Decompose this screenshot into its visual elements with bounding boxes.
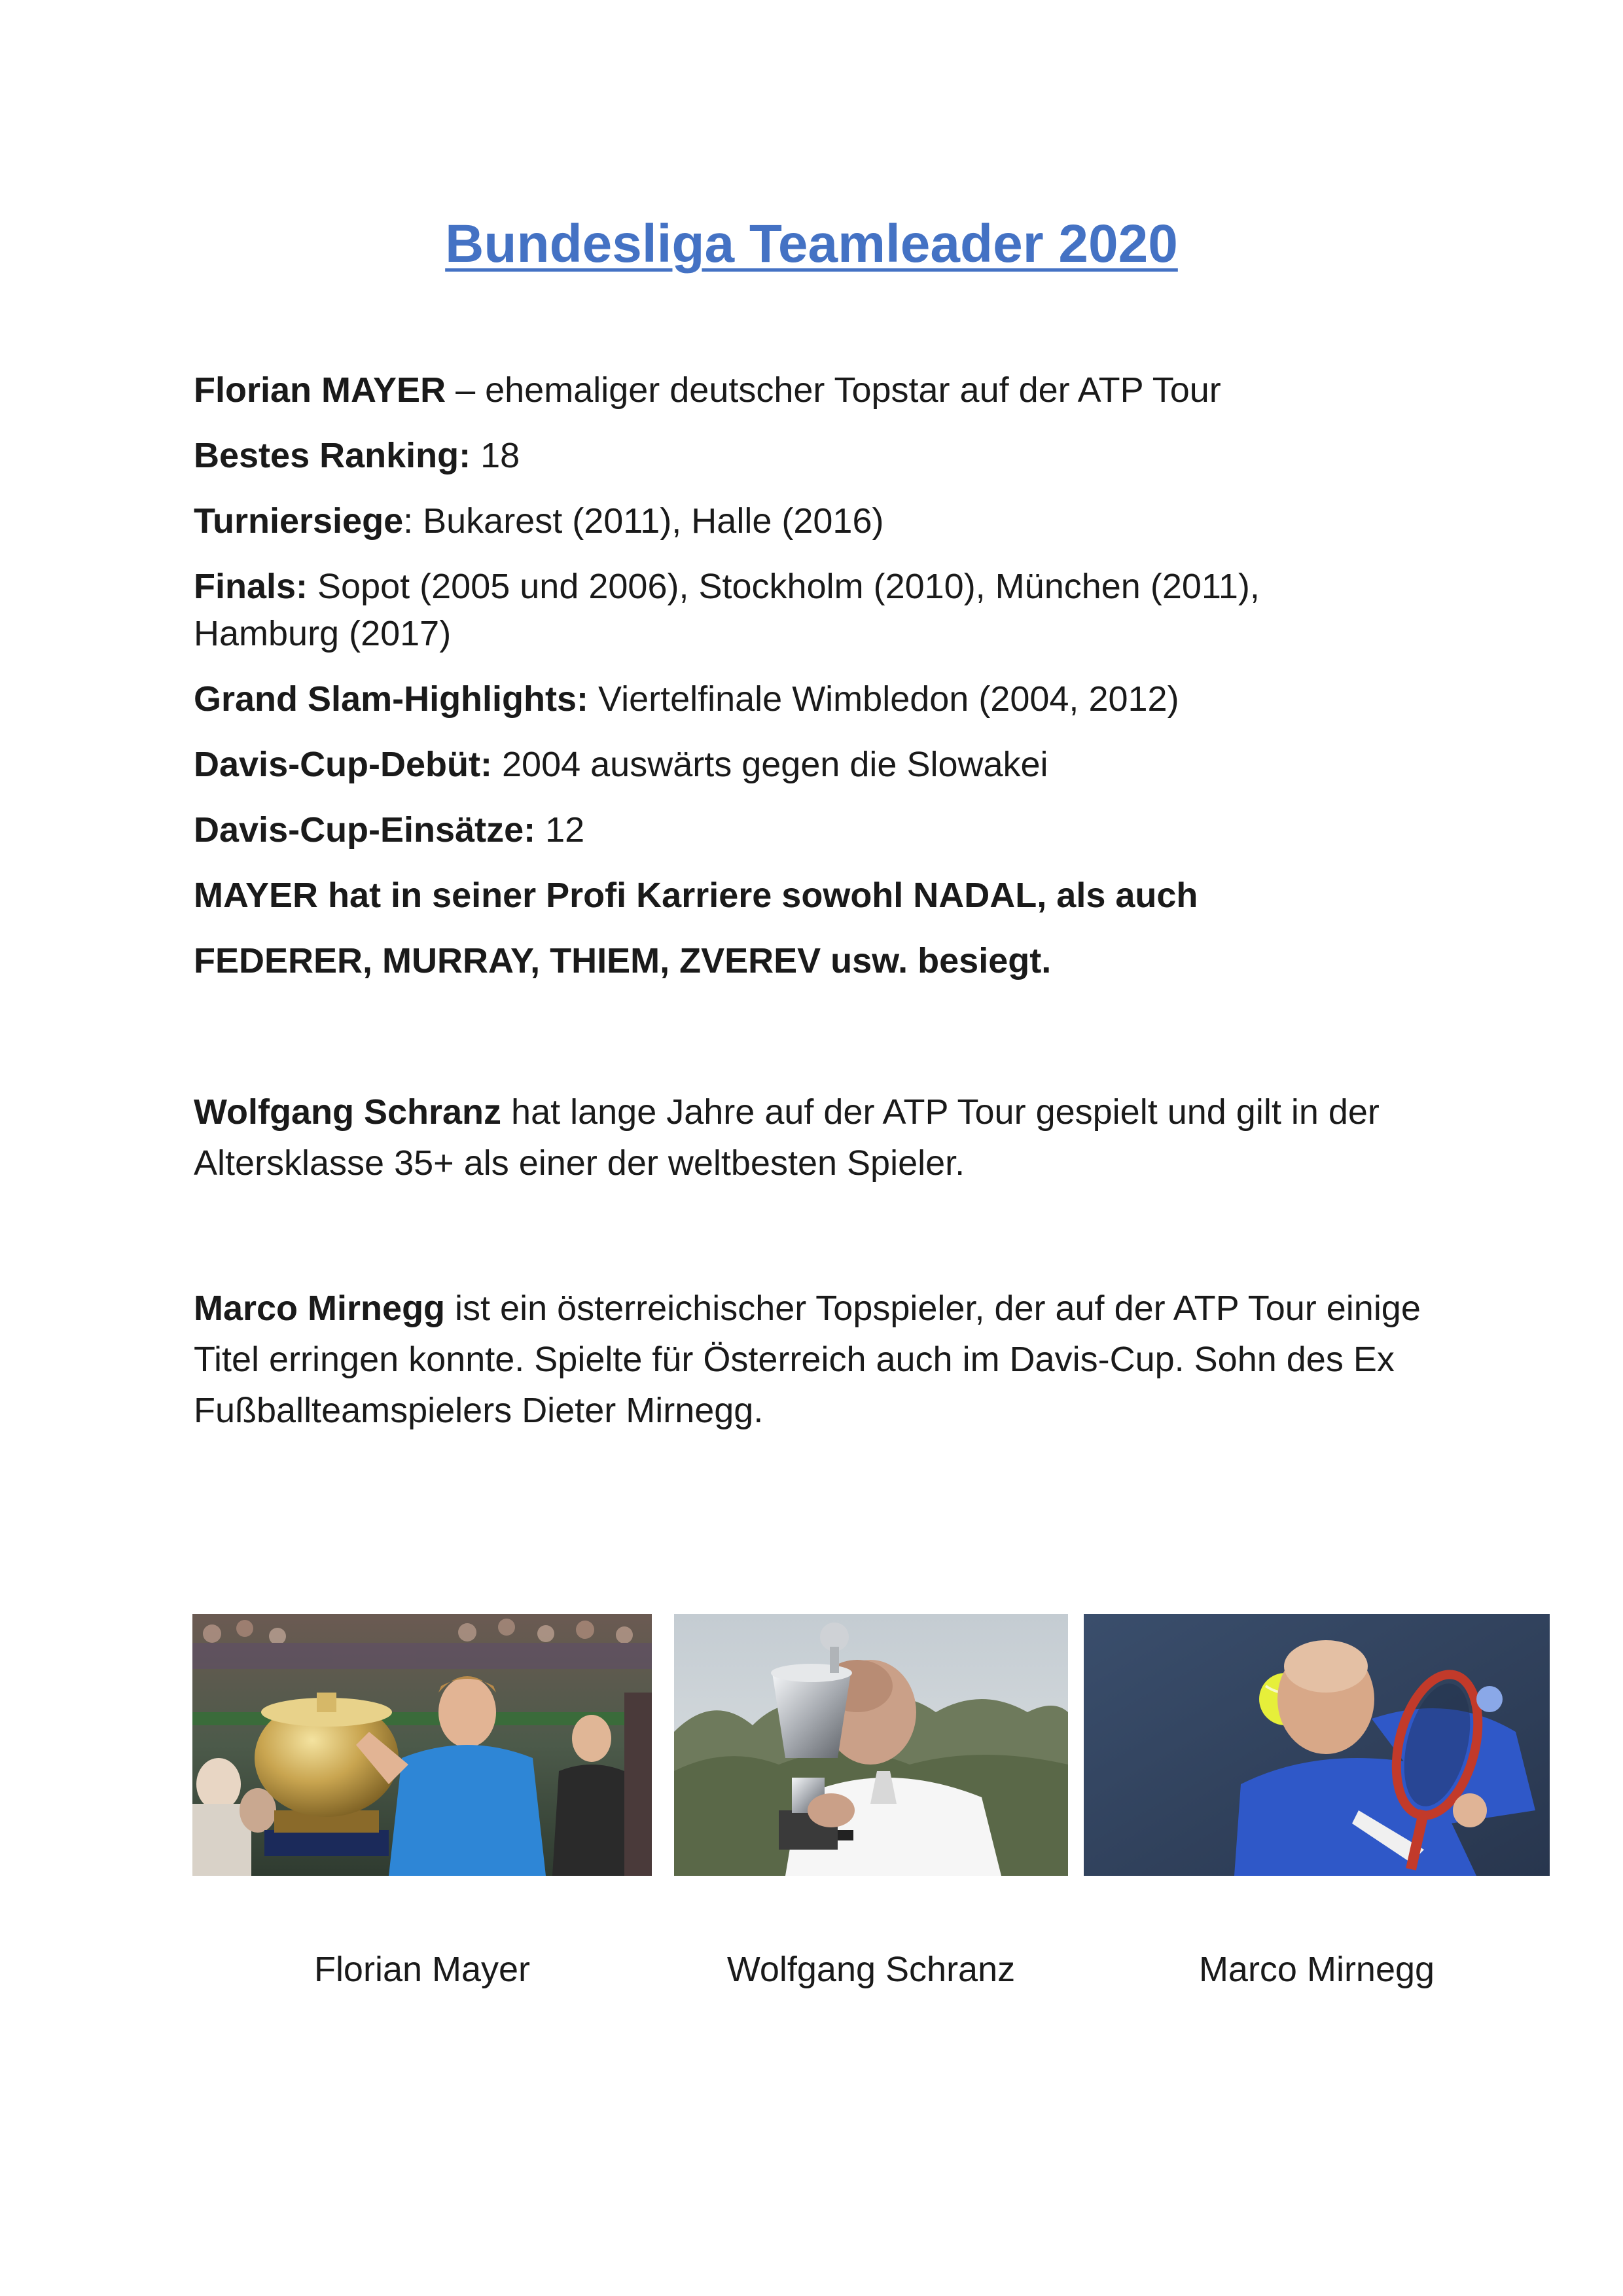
photo-marco-mirnegg: [1084, 1614, 1550, 1876]
fact-value: 2004 auswärts gegen die Slowakei: [492, 745, 1048, 784]
page-title: Bundesliga Teamleader 2020: [445, 214, 1178, 274]
mirnegg-text: ist ein österreichischer Topspieler, der auf der ATP Tour einige Titel erringen konnte. Spielte für Österreich auch im Davis-Cup. Sohn des Ex Fußballteamspielers Dieter Mirnegg.: [194, 1289, 1421, 1430]
fact-davis-cup-appearances: [194, 806, 1450, 853]
mayer-highlight-2: FEDERER, MURRAY, THIEM, ZVEREV usw. besiegt.: [194, 941, 1052, 980]
fact-value: : Bukarest (2011), Halle (2016): [403, 501, 884, 541]
schranz-text: hat lange Jahre auf der ATP Tour gespielt und gilt in der Altersklasse 35+ als einer der weltbesten Spieler.: [194, 1092, 1380, 1183]
fact-grand-slam: [194, 675, 1450, 723]
mayer-intro: [194, 367, 1450, 414]
photo-marco-mirnegg-image: [1084, 1614, 1550, 1876]
mayer-intro-text: – ehemaliger deutscher Topstar auf der ATP Tour: [446, 370, 1221, 410]
schranz-name: Wolfgang Schranz: [194, 1092, 502, 1132]
photo-florian-mayer-image: [192, 1614, 652, 1876]
fact-label: Turniersiege: [194, 501, 404, 541]
fact-label: Davis-Cup-Einsätze:: [194, 810, 536, 850]
fact-label: Bestes Ranking:: [194, 436, 471, 475]
fact-label: Davis-Cup-Debüt:: [194, 745, 492, 784]
schranz-paragraph: [194, 1086, 1450, 1189]
fact-label: Finals:: [194, 567, 308, 606]
fact-value: Viertelfinale Wimbledon (2004, 2012): [588, 679, 1179, 719]
fact-best-ranking: [194, 432, 1450, 479]
photo-wolfgang-schranz: [674, 1614, 1068, 1876]
mayer-name: Florian MAYER: [194, 370, 446, 410]
fact-tournament-wins: [194, 497, 1450, 545]
fact-finals: [194, 563, 1372, 657]
fact-label: Grand Slam-Highlights:: [194, 679, 589, 719]
mayer-section: [194, 367, 1450, 984]
mirnegg-paragraph: [194, 1283, 1450, 1436]
fact-value: 18: [471, 436, 520, 475]
caption-florian-mayer: Florian Mayer: [313, 1950, 531, 1989]
photo-florian-mayer: [192, 1614, 652, 1876]
fact-value: Sopot (2005 und 2006), Stockholm (2010), München (2011), Hamburg (2017): [194, 567, 1260, 653]
mirnegg-name: Marco Mirnegg: [194, 1289, 446, 1328]
mayer-facts: [194, 432, 1450, 853]
caption-marco-mirnegg: Marco Mirnegg: [1198, 1950, 1435, 1989]
photo-wolfgang-schranz-image: [674, 1614, 1068, 1876]
caption-wolfgang-schranz: Wolfgang Schranz: [726, 1950, 1016, 1989]
mayer-highlight-1: MAYER hat in seiner Profi Karriere sowohl NADAL, als auch: [194, 876, 1198, 915]
fact-value: 12: [535, 810, 585, 850]
fact-davis-cup-debut: [194, 741, 1450, 788]
